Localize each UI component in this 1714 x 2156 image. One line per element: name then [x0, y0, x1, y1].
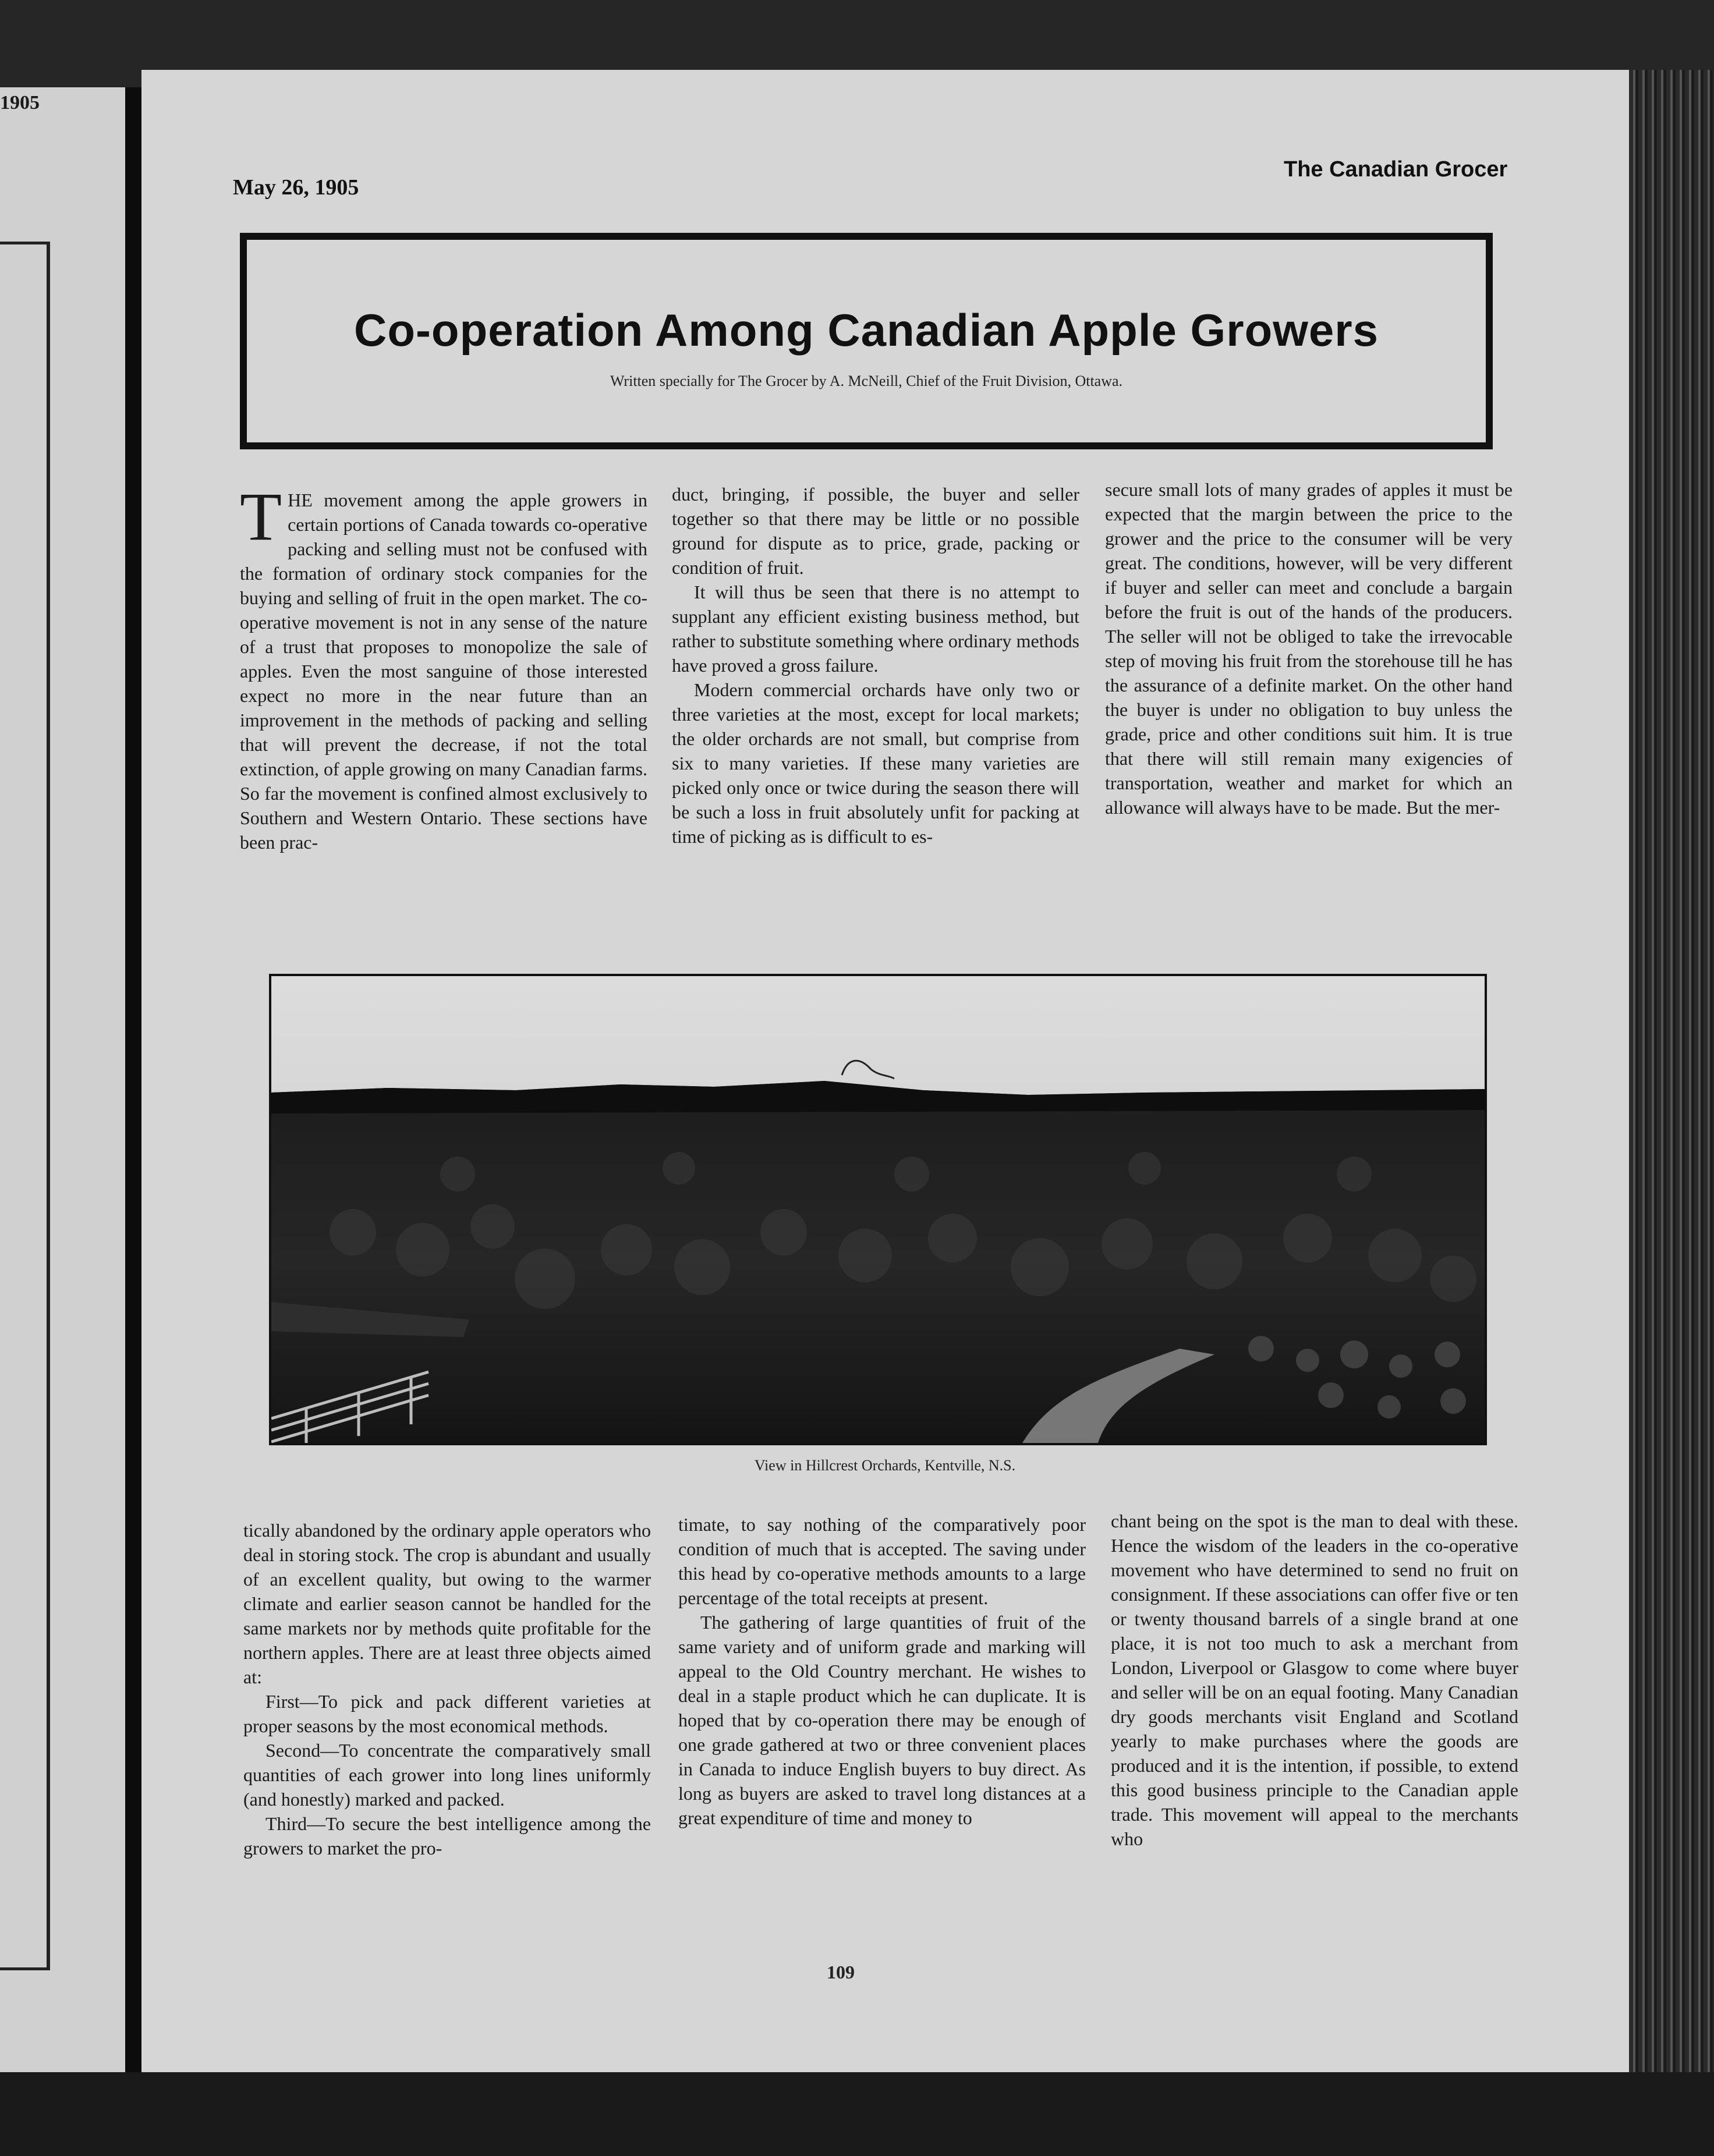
paragraph: timate, to say nothing of the comparatively poor condition of much that is accepted. The saving under this head by co-operative methods amounts to a large percentage of the total receipts at present. [678, 1514, 1086, 1608]
orchard-photograph [269, 974, 1487, 1445]
paragraph-text: HE movement among the apple growers in certain portions of Canada towards co-operative packing and selling must not be confused with the formation of ordinary stock companies for the buying and selling of fruit in the open market. The co-operative movement is not in any sense of the nature of a trust that proposes to monopolize the sale of apples. Even the most sanguine of those interested expect no more in the near future than an improvement in the methods of packing and selling that will prevent the decrease, if not the total extinction, of apple growing on many Canadian farms. So far the movement is confined almost exclusively to Southern and Western Ontario. These sections have been prac- [240, 490, 647, 853]
column-3 [1105, 477, 1513, 820]
paragraph: Third—To secure the best intelligence among the growers to market the pro- [243, 1813, 651, 1859]
facing-page-border [0, 242, 50, 1970]
facing-page-header-fragment: 1905 [0, 92, 40, 114]
binding-edge [1629, 70, 1714, 2072]
paragraph: chant being on the spot is the man to deal with these. Hence the wisdom of the leaders in the co-operative movement who have determined to send no fruit on consignment. If these associations can offer five or ten or twenty thousand barrels of a single brand at one place, it is not too much to ask a merchant from London, Liverpool or Glasgow to come where buyer and seller will be on an equal footing. Many Canadian dry goods merchants visit England and Scotland yearly to make purchases where the goods are produced and it is the intention, if possible, to extend this good business principle to the Canadian apple trade. This movement will appeal to the merchants who [1111, 1510, 1518, 1849]
article-title: Co-operation Among Canadian Apple Growers [353, 304, 1379, 356]
column-5 [678, 1512, 1086, 1830]
paragraph: The gathering of large quantities of fruit of the same variety and of uniform grade and marking will appeal to the Old Country merchant. He wishes to deal in a staple product which he can duplicate. It is hoped that by co-operation there may be enough of one grade gathered at two or three convenient places in Canada to induce English buyers to buy direct. As long as buyers are asked to travel long distances at a great expenditure of time and money to [678, 1612, 1086, 1828]
drop-cap: T [240, 478, 282, 555]
paragraph: secure small lots of many grades of apples it must be expected that the margin between the price to the grower and the price to the consumer will be very great. The conditions, however, will be very different if buyer and seller can meet and conclude a bargain before the fruit is out of the hands of the producers. The seller will not be obliged to take the irrevocable step of moving his fruit from the storehouse till he has the assurance of a definite market. On the other hand the buyer is under no obligation to buy unless the grade, price and other conditions suit him. It is true that there will still remain many exigencies of transportation, weather and market for which an allowance will always have to be made. But the mer- [1105, 479, 1513, 818]
title-frame [240, 233, 1493, 449]
scan-background-bottom [0, 2072, 1714, 2156]
paragraph [240, 478, 647, 854]
paragraph: duct, bringing, if possible, the buyer and seller together so that there may be little or no possible ground for dispute as to price, grade, packing or condition of fruit. [672, 484, 1079, 578]
column-2 [672, 482, 1079, 849]
page-number: 109 [827, 1962, 855, 1983]
paragraph: tically abandoned by the ordinary apple operators who deal in storing stock. The crop is abundant and usually of an excellent quality, but owing to the warmer climate and earlier season cannot be handled for the same markets nor by methods quite profitable for the northern apples. There are at least three objects aimed at: [243, 1520, 651, 1687]
column-6 [1111, 1509, 1518, 1851]
orchard-photo-image [271, 976, 1485, 1443]
photo-caption: View in Hillcrest Orchards, Kentville, N.S. [754, 1457, 1016, 1474]
paragraph: Second—To concentrate the comparatively small quantities of each grower into long lines uniformly (and honestly) marked and packed. [243, 1740, 651, 1810]
paragraph: Modern commercial orchards have only two or three varieties at the most, except for local markets; the older orchards are not small, but comprise from six to many varieties. If these many varieties are picked only once or twice during the season there will be such a loss in fruit absolutely unfit for packing at time of picking as is difficult to es- [672, 679, 1079, 847]
publication-name: The Canadian Grocer [1284, 157, 1508, 182]
paragraph: It will thus be seen that there is no attempt to supplant any efficient existing business method, but rather to substitute something where ordinary methods have proved a gross failure. [672, 581, 1079, 676]
column-1 [240, 478, 647, 854]
article-byline: Written specially for The Grocer by A. McNeill, Chief of the Fruit Division, Ottawa. [610, 373, 1123, 389]
issue-date: May 26, 1905 [233, 175, 359, 200]
paragraph: First—To pick and pack different varieties at proper seasons by the most economical methods. [243, 1691, 651, 1736]
book-gutter [125, 87, 141, 2072]
column-4 [243, 1518, 651, 1860]
